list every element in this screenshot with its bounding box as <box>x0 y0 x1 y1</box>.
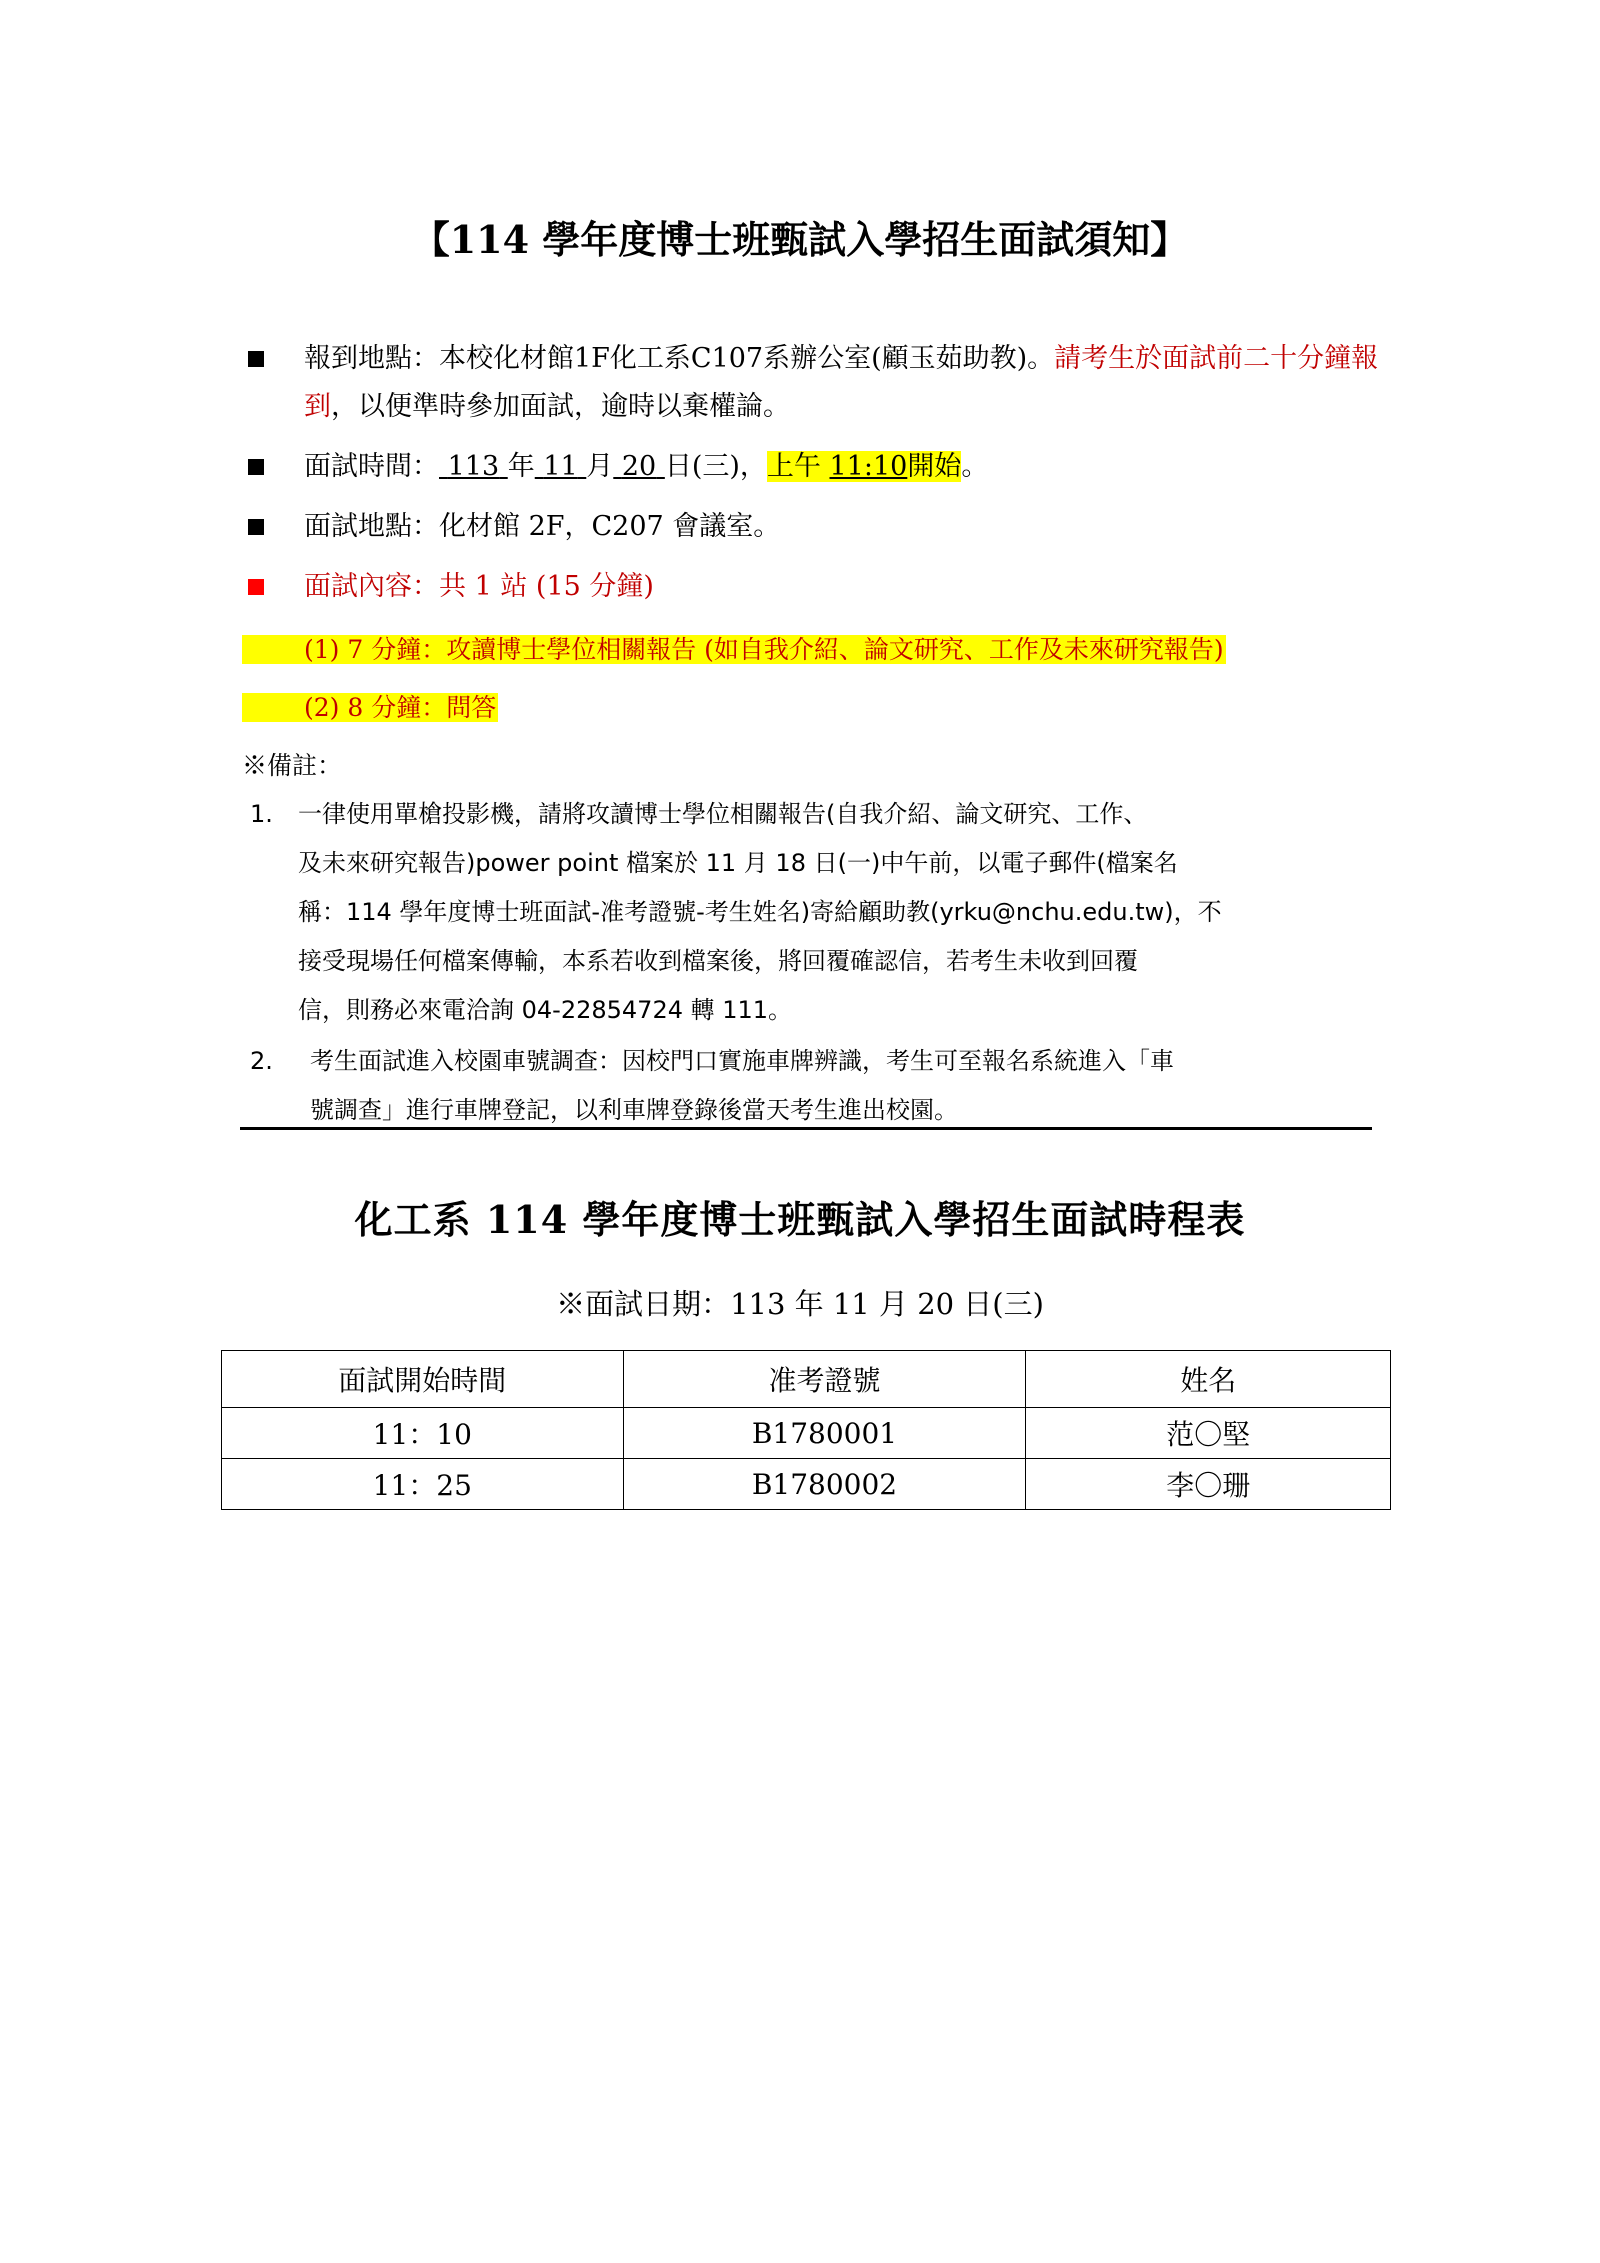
checkin-warning: 請考生於面試前二十分鐘報到 <box>304 343 1379 422</box>
schedule-table <box>221 1350 1391 1510</box>
square-bullet-icon <box>248 459 264 475</box>
header-name: 姓名 <box>1026 1351 1391 1408</box>
note-number: 2. <box>250 1047 273 1075</box>
note-item-2 <box>242 1037 1382 1135</box>
notice-item-checkin <box>242 335 1382 431</box>
time-year: 113 <box>447 451 500 482</box>
note-line: 稱：114 學年度博士班面試-准考證號-考生姓名)寄給顧助教(yrku@nchu.edu.tw)，不 <box>298 898 1222 926</box>
table-row <box>222 1408 1391 1459</box>
time-label: 面試時間： <box>304 451 439 482</box>
time-day: 20 <box>621 451 657 482</box>
section-divider <box>240 1127 1372 1130</box>
square-bullet-icon <box>248 351 264 367</box>
schedule-title: 化工系 114 學年度博士班甄試入學招生面試時程表 <box>354 1197 1246 1242</box>
content-title: 面試內容：共 1 站 (15 分鐘) <box>304 571 654 602</box>
notice-item-place <box>242 503 1382 551</box>
time-month: 11 <box>543 451 578 482</box>
cell-start-time: 11：25 <box>222 1459 624 1510</box>
time-end: 。 <box>961 451 989 482</box>
note-line: 信，則務必來電洽詢 04-22854724 轉 111。 <box>298 996 793 1024</box>
cell-name: 范〇堅 <box>1026 1408 1391 1459</box>
checkin-rest: ，以便準時參加面試，逾時以棄權論。 <box>331 391 790 422</box>
note-line: 及未來研究報告)power point 檔案於 11 月 18 日(一)中午前，以電子郵件(檔案名 <box>298 849 1178 877</box>
cell-name: 李〇珊 <box>1026 1459 1391 1510</box>
notes-list <box>242 790 1382 1137</box>
cell-exam-number: B1780002 <box>623 1459 1026 1510</box>
header-exam-number: 准考證號 <box>623 1351 1026 1408</box>
notice-list <box>242 335 1382 623</box>
header-start-time: 面試開始時間 <box>222 1351 624 1408</box>
note-line: 考生面試進入校園車號調查：因校門口實施車牌辨識，考生可至報名系統進入「車 <box>310 1047 1174 1075</box>
note-line: 一律使用單槍投影機，請將攻讀博士學位相關報告(自我介紹、論文研究、工作、 <box>298 800 1148 828</box>
cell-exam-number: B1780001 <box>623 1408 1026 1459</box>
red-square-bullet-icon <box>248 579 264 595</box>
note-line: 號調查」進行車牌登記，以利車牌登錄後當天考生進出校園。 <box>310 1096 958 1124</box>
place-text: 面試地點：化材館 2F，C207 會議室。 <box>304 511 781 542</box>
table-header-row <box>222 1351 1391 1408</box>
notice-item-content <box>242 563 1382 611</box>
note-item-1 <box>242 790 1382 1035</box>
note-line: 接受現場任何檔案傳輸，本系若收到檔案後，將回覆確認信，若考生未收到回覆 <box>298 947 1138 975</box>
cell-start-time: 11：10 <box>222 1408 624 1459</box>
time-start: 11:10 <box>829 451 908 482</box>
schedule-date: ※面試日期：113 年 11 月 20 日(三) <box>556 1287 1044 1321</box>
time-day-unit: 日(三)， <box>664 451 767 482</box>
time-month-unit: 月 <box>586 451 614 482</box>
table-row <box>222 1459 1391 1510</box>
time-year-unit: 年 <box>507 451 535 482</box>
content-item-1: (1) 7 分鐘：攻讀博士學位相關報告 (如自我介紹、論文研究、工作及未來研究報告) <box>242 630 1226 670</box>
remark-label: ※備註： <box>242 751 343 780</box>
notice-item-time <box>242 443 1382 491</box>
content-item-2: (2) 8 分鐘：問答 <box>242 688 498 728</box>
note-number: 1. <box>250 800 273 828</box>
checkin-text: 報到地點：本校化材館1F化工系C107系辦公室(顧玉茹助教)。 <box>304 343 1055 374</box>
time-start-highlight: 上午 11:10開始 <box>766 451 962 482</box>
square-bullet-icon <box>248 519 264 535</box>
page-title: 【114 學年度博士班甄試入學招生面試須知】 <box>411 217 1189 262</box>
